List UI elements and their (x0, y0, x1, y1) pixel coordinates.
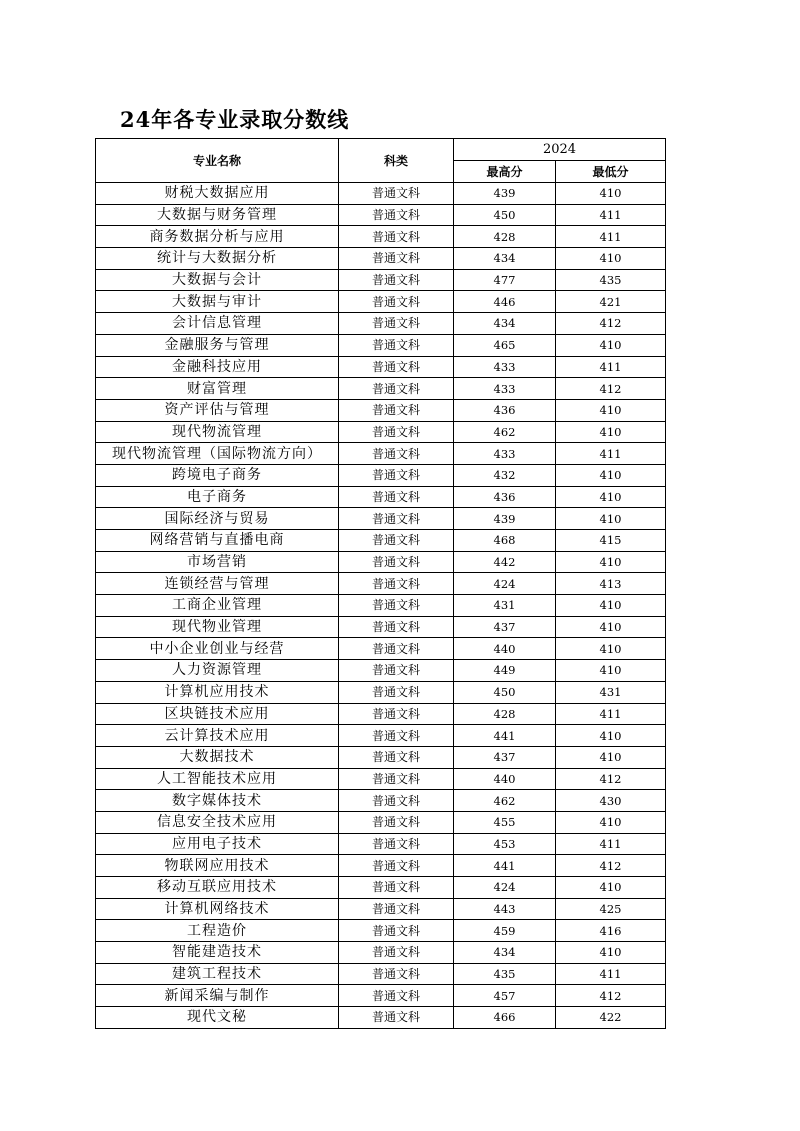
min-score-cell: 410 (556, 725, 666, 747)
max-score-cell: 433 (454, 443, 556, 465)
table-row (96, 334, 666, 356)
table-row (96, 421, 666, 443)
major-cell: 区块链技术应用 (96, 703, 339, 725)
header-min-score: 最低分 (556, 161, 666, 183)
table-row (96, 963, 666, 985)
table-row (96, 313, 666, 335)
category-cell: 普通文科 (339, 681, 454, 703)
min-score-cell: 410 (556, 811, 666, 833)
min-score-cell: 410 (556, 183, 666, 205)
table-row (96, 616, 666, 638)
table-row (96, 855, 666, 877)
table-row (96, 443, 666, 465)
category-cell: 普通文科 (339, 443, 454, 465)
category-cell: 普通文科 (339, 746, 454, 768)
min-score-cell: 410 (556, 421, 666, 443)
min-score-cell: 410 (556, 877, 666, 899)
min-score-cell: 410 (556, 486, 666, 508)
max-score-cell: 440 (454, 768, 556, 790)
major-cell: 计算机网络技术 (96, 898, 339, 920)
table-row (96, 660, 666, 682)
major-cell: 大数据与会计 (96, 269, 339, 291)
max-score-cell: 424 (454, 573, 556, 595)
table-body (96, 183, 666, 1029)
major-cell: 统计与大数据分析 (96, 248, 339, 270)
table-row (96, 551, 666, 573)
max-score-cell: 455 (454, 811, 556, 833)
min-score-cell: 412 (556, 768, 666, 790)
max-score-cell: 437 (454, 746, 556, 768)
max-score-cell: 442 (454, 551, 556, 573)
min-score-cell: 435 (556, 269, 666, 291)
min-score-cell: 412 (556, 313, 666, 335)
category-cell: 普通文科 (339, 530, 454, 552)
min-score-cell: 411 (556, 833, 666, 855)
table-row (96, 746, 666, 768)
major-cell: 跨境电子商务 (96, 464, 339, 486)
max-score-cell: 431 (454, 595, 556, 617)
category-cell: 普通文科 (339, 638, 454, 660)
category-cell: 普通文科 (339, 595, 454, 617)
category-cell: 普通文科 (339, 269, 454, 291)
category-cell: 普通文科 (339, 551, 454, 573)
max-score-cell: 453 (454, 833, 556, 855)
category-cell: 普通文科 (339, 811, 454, 833)
min-score-cell: 421 (556, 291, 666, 313)
major-cell: 连锁经营与管理 (96, 573, 339, 595)
max-score-cell: 428 (454, 703, 556, 725)
table-row (96, 248, 666, 270)
major-cell: 金融服务与管理 (96, 334, 339, 356)
major-cell: 新闻采编与制作 (96, 985, 339, 1007)
max-score-cell: 459 (454, 920, 556, 942)
major-cell: 商务数据分析与应用 (96, 226, 339, 248)
min-score-cell: 411 (556, 703, 666, 725)
min-score-cell: 411 (556, 443, 666, 465)
max-score-cell: 449 (454, 660, 556, 682)
category-cell: 普通文科 (339, 421, 454, 443)
max-score-cell: 432 (454, 464, 556, 486)
table-row (96, 356, 666, 378)
table-row (96, 638, 666, 660)
table-row (96, 811, 666, 833)
max-score-cell: 424 (454, 877, 556, 899)
category-cell: 普通文科 (339, 486, 454, 508)
major-cell: 资产评估与管理 (96, 399, 339, 421)
min-score-cell: 412 (556, 855, 666, 877)
major-cell: 财富管理 (96, 378, 339, 400)
major-cell: 现代文秘 (96, 1007, 339, 1029)
max-score-cell: 468 (454, 530, 556, 552)
min-score-cell: 410 (556, 616, 666, 638)
min-score-cell: 410 (556, 942, 666, 964)
min-score-cell: 410 (556, 660, 666, 682)
max-score-cell: 443 (454, 898, 556, 920)
category-cell: 普通文科 (339, 464, 454, 486)
table-row (96, 790, 666, 812)
max-score-cell: 465 (454, 334, 556, 356)
max-score-cell: 450 (454, 204, 556, 226)
category-cell: 普通文科 (339, 790, 454, 812)
category-cell: 普通文科 (339, 660, 454, 682)
max-score-cell: 436 (454, 486, 556, 508)
min-score-cell: 410 (556, 464, 666, 486)
max-score-cell: 457 (454, 985, 556, 1007)
major-cell: 国际经济与贸易 (96, 508, 339, 530)
max-score-cell: 433 (454, 378, 556, 400)
major-cell: 金融科技应用 (96, 356, 339, 378)
major-cell: 物联网应用技术 (96, 855, 339, 877)
major-cell: 云计算技术应用 (96, 725, 339, 747)
max-score-cell: 433 (454, 356, 556, 378)
table-row (96, 183, 666, 205)
min-score-cell: 411 (556, 963, 666, 985)
table-row (96, 595, 666, 617)
table-row (96, 768, 666, 790)
max-score-cell: 439 (454, 508, 556, 530)
header-year: 2024 (454, 139, 666, 161)
category-cell: 普通文科 (339, 183, 454, 205)
major-cell: 人力资源管理 (96, 660, 339, 682)
max-score-cell: 466 (454, 1007, 556, 1029)
page-title: 24年各专业录取分数线 (120, 107, 350, 132)
min-score-cell: 410 (556, 248, 666, 270)
min-score-cell: 411 (556, 204, 666, 226)
max-score-cell: 441 (454, 725, 556, 747)
table-row (96, 898, 666, 920)
category-cell: 普通文科 (339, 378, 454, 400)
category-cell: 普通文科 (339, 226, 454, 248)
category-cell: 普通文科 (339, 573, 454, 595)
category-cell: 普通文科 (339, 855, 454, 877)
min-score-cell: 410 (556, 399, 666, 421)
table-row (96, 681, 666, 703)
table-row (96, 378, 666, 400)
major-cell: 现代物流管理（国际物流方向） (96, 443, 339, 465)
category-cell: 普通文科 (339, 356, 454, 378)
category-cell: 普通文科 (339, 920, 454, 942)
category-cell: 普通文科 (339, 508, 454, 530)
min-score-cell: 410 (556, 551, 666, 573)
category-cell: 普通文科 (339, 616, 454, 638)
table-row (96, 703, 666, 725)
min-score-cell: 431 (556, 681, 666, 703)
major-cell: 应用电子技术 (96, 833, 339, 855)
admission-score-table (95, 138, 666, 1029)
max-score-cell: 437 (454, 616, 556, 638)
max-score-cell: 477 (454, 269, 556, 291)
major-cell: 智能建造技术 (96, 942, 339, 964)
major-cell: 网络营销与直播电商 (96, 530, 339, 552)
major-cell: 数字媒体技术 (96, 790, 339, 812)
table-row (96, 508, 666, 530)
table-row (96, 725, 666, 747)
min-score-cell: 430 (556, 790, 666, 812)
major-cell: 电子商务 (96, 486, 339, 508)
major-cell: 中小企业创业与经营 (96, 638, 339, 660)
category-cell: 普通文科 (339, 942, 454, 964)
major-cell: 市场营销 (96, 551, 339, 573)
min-score-cell: 412 (556, 378, 666, 400)
table-row (96, 486, 666, 508)
category-cell: 普通文科 (339, 963, 454, 985)
min-score-cell: 410 (556, 334, 666, 356)
category-cell: 普通文科 (339, 204, 454, 226)
max-score-cell: 446 (454, 291, 556, 313)
major-cell: 会计信息管理 (96, 313, 339, 335)
max-score-cell: 435 (454, 963, 556, 985)
max-score-cell: 436 (454, 399, 556, 421)
max-score-cell: 450 (454, 681, 556, 703)
table-row (96, 942, 666, 964)
header-category: 科类 (339, 139, 454, 183)
max-score-cell: 434 (454, 248, 556, 270)
major-cell: 工商企业管理 (96, 595, 339, 617)
header-major: 专业名称 (96, 139, 339, 183)
major-cell: 移动互联应用技术 (96, 877, 339, 899)
min-score-cell: 411 (556, 226, 666, 248)
category-cell: 普通文科 (339, 291, 454, 313)
max-score-cell: 434 (454, 942, 556, 964)
max-score-cell: 434 (454, 313, 556, 335)
category-cell: 普通文科 (339, 248, 454, 270)
min-score-cell: 412 (556, 985, 666, 1007)
category-cell: 普通文科 (339, 725, 454, 747)
max-score-cell: 440 (454, 638, 556, 660)
table-row (96, 399, 666, 421)
max-score-cell: 462 (454, 790, 556, 812)
category-cell: 普通文科 (339, 898, 454, 920)
major-cell: 财税大数据应用 (96, 183, 339, 205)
table-header (96, 139, 666, 183)
min-score-cell: 410 (556, 508, 666, 530)
category-cell: 普通文科 (339, 334, 454, 356)
category-cell: 普通文科 (339, 877, 454, 899)
min-score-cell: 413 (556, 573, 666, 595)
table-row (96, 985, 666, 1007)
category-cell: 普通文科 (339, 399, 454, 421)
category-cell: 普通文科 (339, 1007, 454, 1029)
major-cell: 人工智能技术应用 (96, 768, 339, 790)
major-cell: 工程造价 (96, 920, 339, 942)
major-cell: 现代物流管理 (96, 421, 339, 443)
major-cell: 计算机应用技术 (96, 681, 339, 703)
header-max-score: 最高分 (454, 161, 556, 183)
max-score-cell: 428 (454, 226, 556, 248)
major-cell: 现代物业管理 (96, 616, 339, 638)
min-score-cell: 410 (556, 746, 666, 768)
min-score-cell: 411 (556, 356, 666, 378)
category-cell: 普通文科 (339, 703, 454, 725)
table-row (96, 920, 666, 942)
max-score-cell: 439 (454, 183, 556, 205)
category-cell: 普通文科 (339, 768, 454, 790)
category-cell: 普通文科 (339, 985, 454, 1007)
min-score-cell: 415 (556, 530, 666, 552)
min-score-cell: 416 (556, 920, 666, 942)
major-cell: 大数据与审计 (96, 291, 339, 313)
table-row (96, 204, 666, 226)
major-cell: 建筑工程技术 (96, 963, 339, 985)
table-row (96, 291, 666, 313)
max-score-cell: 462 (454, 421, 556, 443)
table-row (96, 833, 666, 855)
table-row (96, 530, 666, 552)
min-score-cell: 410 (556, 595, 666, 617)
table-row (96, 226, 666, 248)
category-cell: 普通文科 (339, 833, 454, 855)
table-row (96, 877, 666, 899)
min-score-cell: 425 (556, 898, 666, 920)
max-score-cell: 441 (454, 855, 556, 877)
table-row (96, 1007, 666, 1029)
min-score-cell: 410 (556, 638, 666, 660)
table-row (96, 269, 666, 291)
table-row (96, 573, 666, 595)
major-cell: 大数据技术 (96, 746, 339, 768)
major-cell: 大数据与财务管理 (96, 204, 339, 226)
major-cell: 信息安全技术应用 (96, 811, 339, 833)
min-score-cell: 422 (556, 1007, 666, 1029)
table-row (96, 464, 666, 486)
category-cell: 普通文科 (339, 313, 454, 335)
